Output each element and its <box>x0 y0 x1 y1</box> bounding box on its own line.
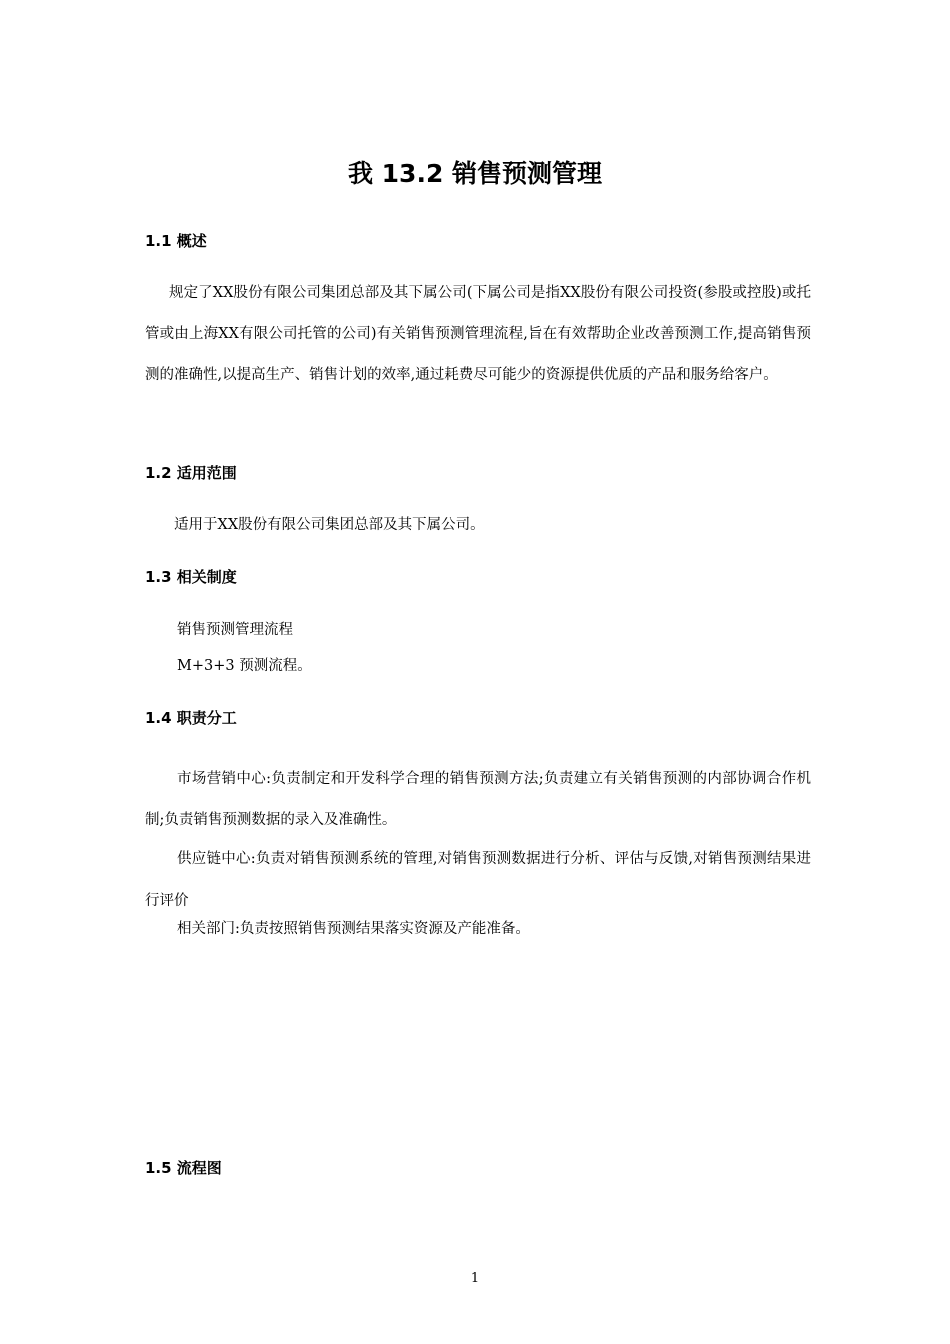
responsibility-related-departments: 相关部门:负责按照销售预测结果落实资源及产能准备。 <box>177 921 530 937</box>
section-heading-scope: 1.2 适用范围 <box>145 464 237 482</box>
document-title: 我 13.2 销售预测管理 <box>347 159 603 188</box>
related-policy-item: 销售预测管理流程 <box>177 622 293 638</box>
overview-paragraph: 规定了XX股份有限公司集团总部及其下属公司(下属公司是指XX股份有限公司投资(参股或控股)或托管或由上海XX有限公司托管的公司)有关销售预测管理流程,旨在有效帮助企业改善预测工作,提高销售预测的准确性,以提高生产、销售计划的效率,通过耗费尽可能少的资源提供优质的产品和服务给客户。 <box>145 285 811 383</box>
page-number: 1 <box>470 1271 480 1286</box>
section-heading-responsibilities: 1.4 职责分工 <box>145 709 237 727</box>
related-policy-item: M+3+3 预测流程。 <box>177 658 312 674</box>
section-heading-flowchart: 1.5 流程图 <box>145 1159 222 1177</box>
section-heading-related-policies: 1.3 相关制度 <box>145 568 237 586</box>
scope-paragraph: 适用于XX股份有限公司集团总部及其下属公司。 <box>174 517 485 533</box>
responsibility-supply-chain: 供应链中心:负责对销售预测系统的管理,对销售预测数据进行分析、评估与反馈,对销售预测结果进行评价 <box>145 851 811 909</box>
responsibility-marketing: 市场营销中心:负责制定和开发科学合理的销售预测方法;负责建立有关销售预测的内部协调合作机制;负责销售预测数据的录入及准确性。 <box>145 771 811 828</box>
section-heading-overview: 1.1 概述 <box>145 232 207 250</box>
